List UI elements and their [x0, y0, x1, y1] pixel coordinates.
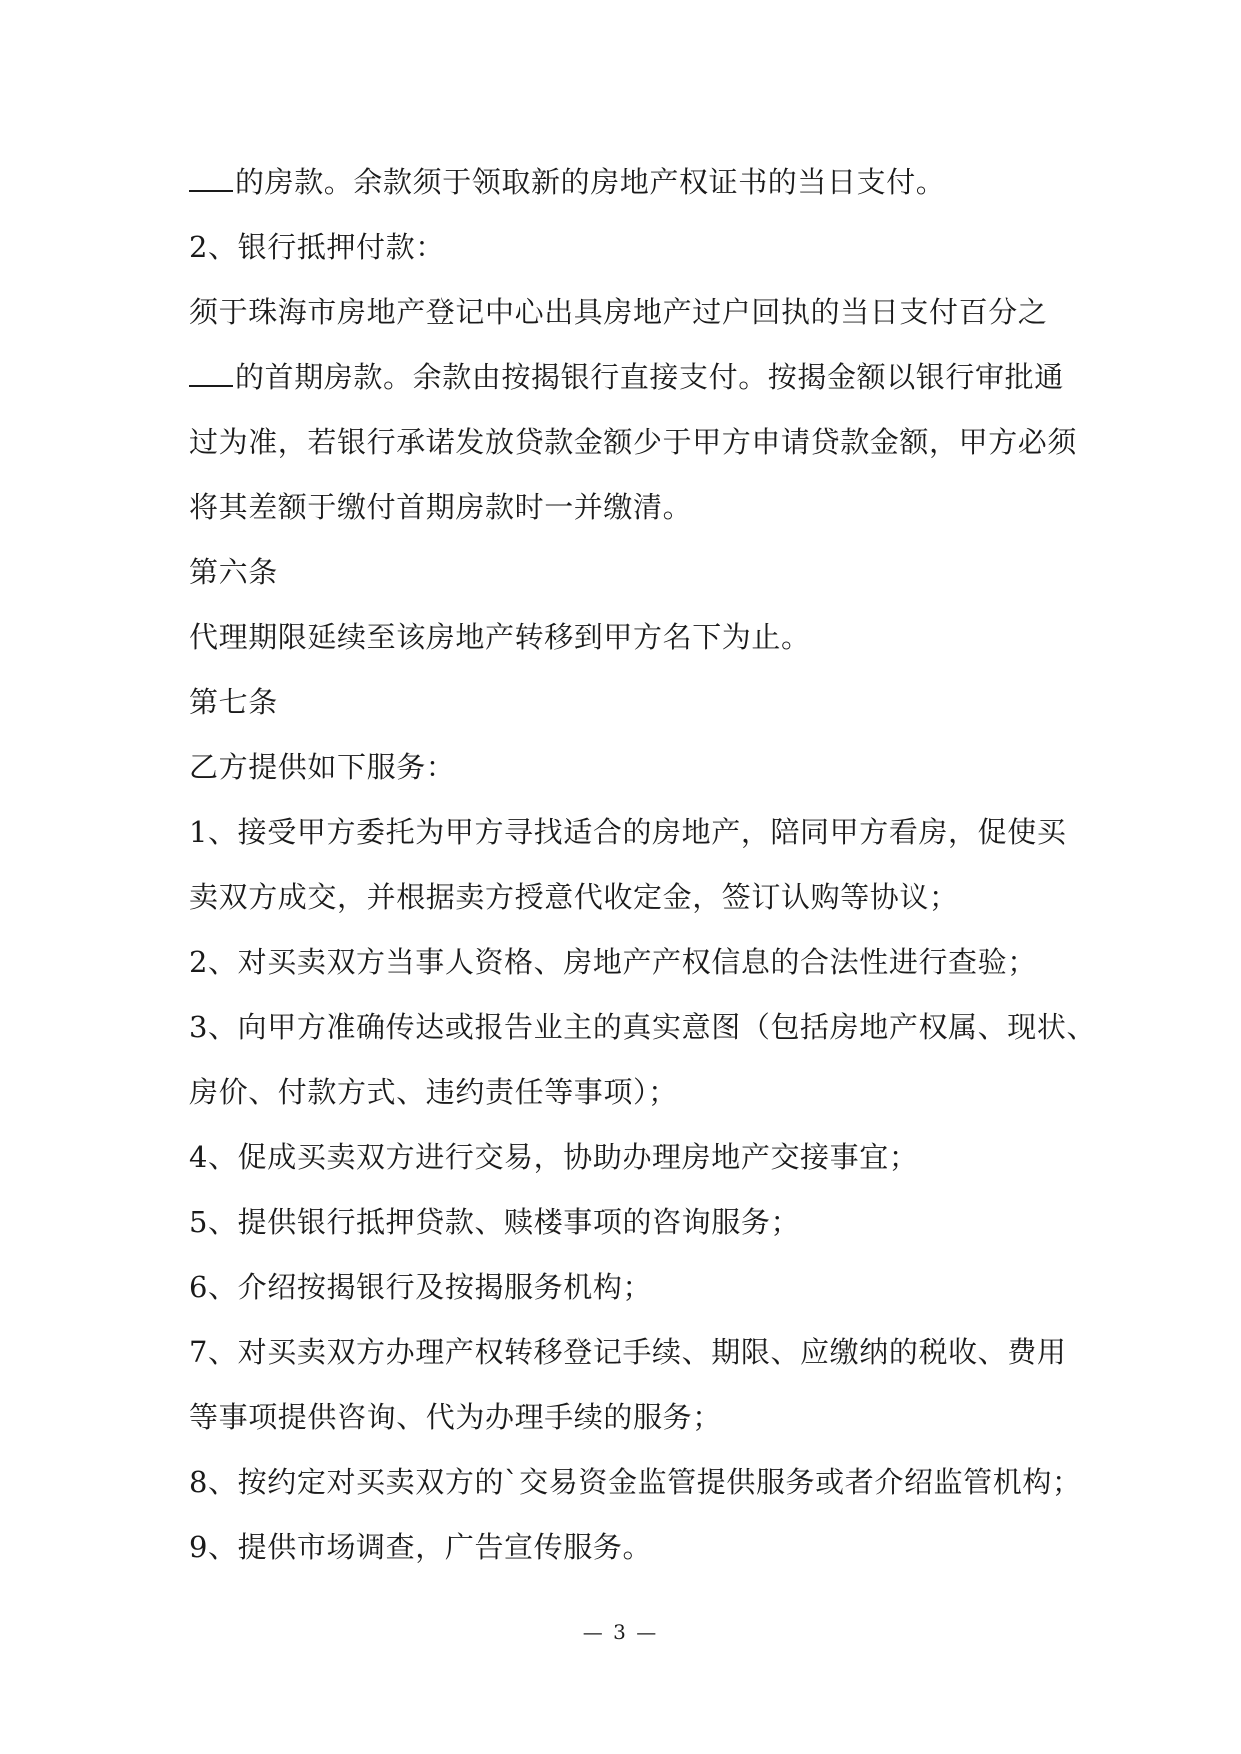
text-line: 房价、付款方式、违约责任等事项）；: [189, 1075, 678, 1109]
document-body: [189, 155, 1097, 1585]
fill-in-blank: [189, 351, 233, 387]
text-line: 2、银行抵押付款：: [189, 230, 445, 264]
text-line: 过为准，若银行承诺发放贷款金额少于甲方申请贷款金额，甲方必须: [189, 425, 1078, 459]
text-line: 等事项提供咨询、代为办理手续的服务；: [189, 1400, 722, 1434]
list-item: 1、接受甲方委托为甲方寻找适合的房地产，陪同甲方看房，促使买: [189, 815, 1067, 849]
text-line: 乙方提供如下服务：: [189, 750, 456, 784]
article-heading: 第七条: [189, 685, 278, 719]
text-line: 代理期限延续至该房地产转移到甲方名下为止。: [189, 620, 811, 654]
page-number: — 3 —: [582, 1620, 659, 1644]
list-item: 2、对买卖双方当事人资格、房地产产权信息的合法性进行查验；: [189, 945, 1037, 979]
list-item: 4、促成买卖双方进行交易，协助办理房地产交接事宜；: [189, 1140, 919, 1174]
text-line: 须于珠海市房地产登记中心出具房地产过户回执的当日支付百分之: [189, 295, 1048, 329]
text-line: 卖双方成交，并根据卖方授意代收定金，签订认购等协议；: [189, 880, 959, 914]
text-line: 的房款。余款须于领取新的房地产权证书的当日支付。: [189, 155, 1059, 220]
text-line: 将其差额于缴付首期房款时一并缴清。: [189, 490, 693, 524]
list-item: 8、按约定对买卖双方的`交易资金监管提供服务或者介绍监管机构；: [189, 1465, 1082, 1499]
fill-in-blank: [189, 156, 233, 192]
list-item: 9、提供市场调查，广告宣传服务。: [189, 1530, 653, 1564]
list-item: 3、向甲方准确传达或报告业主的真实意图（包括房地产权属、现状、: [189, 1010, 1097, 1044]
list-item: 6、介绍按揭银行及按揭服务机构；: [189, 1270, 653, 1304]
list-item: 7、对买卖双方办理产权转移登记手续、期限、应缴纳的税收、费用: [189, 1335, 1067, 1369]
list-item: 5、提供银行抵押贷款、赎楼事项的咨询服务；: [189, 1205, 801, 1239]
text-line: 的首期房款。余款由按揭银行直接支付。按揭金额以银行审批通: [189, 350, 1059, 415]
article-heading: 第六条: [189, 555, 278, 589]
